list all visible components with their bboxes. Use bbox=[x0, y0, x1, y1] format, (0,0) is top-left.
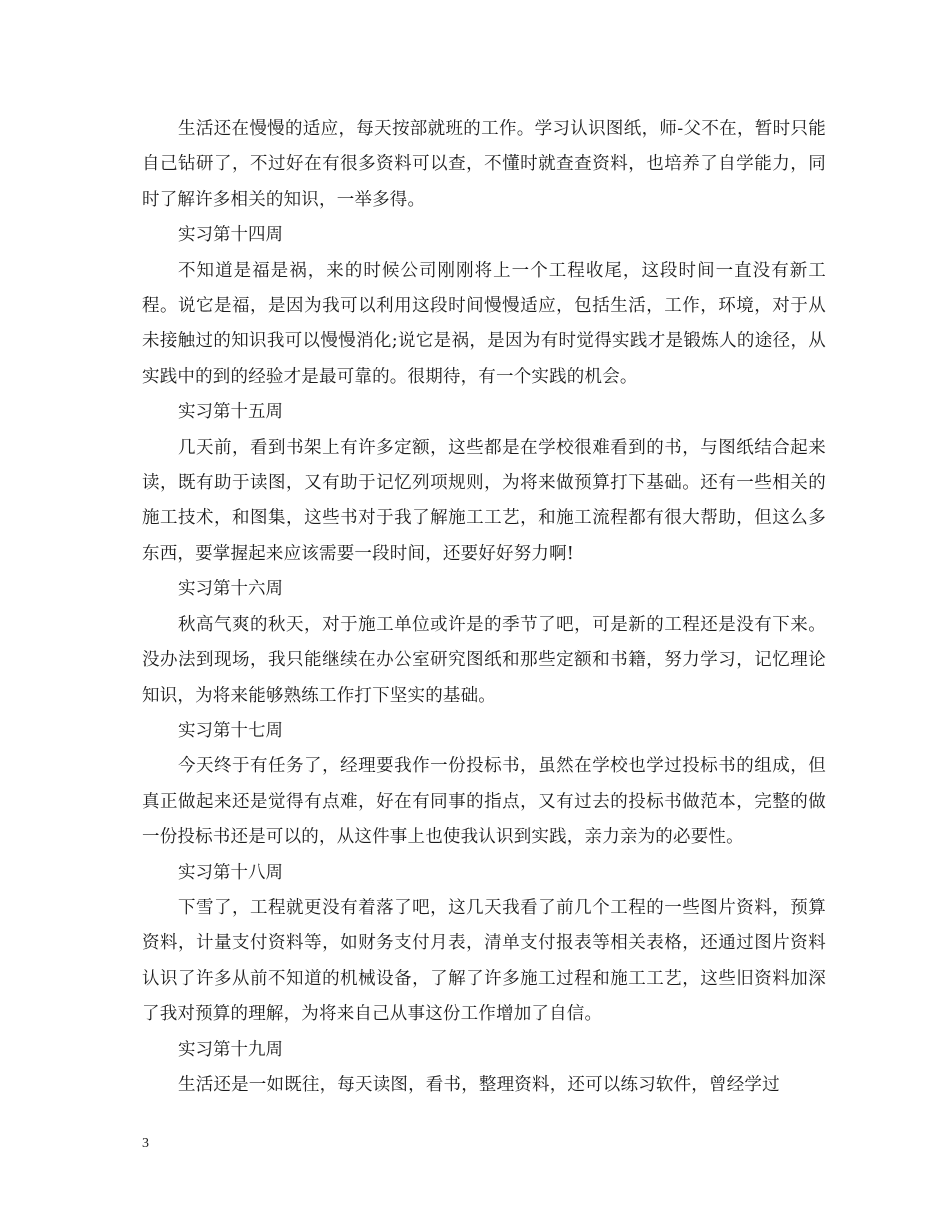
heading-week-15: 实习第十五周 bbox=[178, 402, 283, 423]
heading-week-19: 实习第十九周 bbox=[178, 1039, 283, 1060]
paragraph-week-17: 今天终于有任务了，经理要我作一份投标书，虽然在学校也学过投标书的组成，但真正做起来还是觉得有点难，好在有同事的指点，又有过去的投标书做范本，完整的做一份投标书还是可以的，从这件事上也使我认识到实践，亲力亲为的必要性。 bbox=[142, 756, 826, 848]
heading-week-14: 实习第十四周 bbox=[178, 225, 283, 246]
paragraph-week-16: 秋高气爽的秋天，对于施工单位或许是的季节了吧，可是新的工程还是没有下来。没办法到现场，我只能继续在办公室研究图纸和那些定额和书籍，努力学习，记忆理论知识，为将来能够熟练工作打下坚实的基础。 bbox=[142, 614, 826, 706]
heading-week-18: 实习第十八周 bbox=[178, 862, 283, 883]
paragraph-week-19: 生活还是一如既往，每天读图，看书，整理资料，还可以练习软件，曾经学过 bbox=[178, 1074, 780, 1095]
paragraph-week-15: 几天前，看到书架上有许多定额，这些都是在学校很难看到的书，与图纸结合起来读，既有助于读图，又有助于记忆列项规则，为将来做预算打下基础。还有一些相关的施工技术，和图集，这些书对于我了解施工工艺，和施工流程都有很大帮助，但这么多东西，要掌握起来应该需要一段时间，还要好好努力啊! bbox=[142, 437, 826, 564]
document-body bbox=[142, 112, 826, 1103]
heading-week-17: 实习第十七周 bbox=[178, 720, 283, 741]
paragraph-week-14: 不知道是福是祸，来的时候公司刚刚将上一个工程收尾，这段时间一直没有新工程。说它是福，是因为我可以利用这段时间慢慢适应，包括生活，工作，环境，对于从未接触过的知识我可以慢慢消化;说它是祸，是因为有时觉得实践才是锻炼人的途径，从实践中的到的经验才是最可靠的。很期待，有一个实践的机会。 bbox=[142, 260, 826, 387]
paragraph-1: 生活还在慢慢的适应，每天按部就班的工作。学习认识图纸，师-父不在，暂时只能自己钻研了，不过好在有很多资料可以查，不懂时就查查资料，也培养了自学能力，同时了解许多相关的知识，一举多得。 bbox=[142, 119, 826, 210]
paragraph-week-18: 下雪了，工程就更没有着落了吧，这几天我看了前几个工程的一些图片资料，预算资料，计量支付资料等，如财务支付月表，清单支付报表等相关表格，还通过图片资料认识了许多从前不知道的机械设备，了解了许多施工过程和施工工艺，这些旧资料加深了我对预算的理解，为将来自己从事这份工作增加了自信。 bbox=[142, 897, 826, 1025]
heading-week-16: 实习第十六周 bbox=[178, 579, 283, 600]
page-number: 3 bbox=[142, 1136, 149, 1151]
